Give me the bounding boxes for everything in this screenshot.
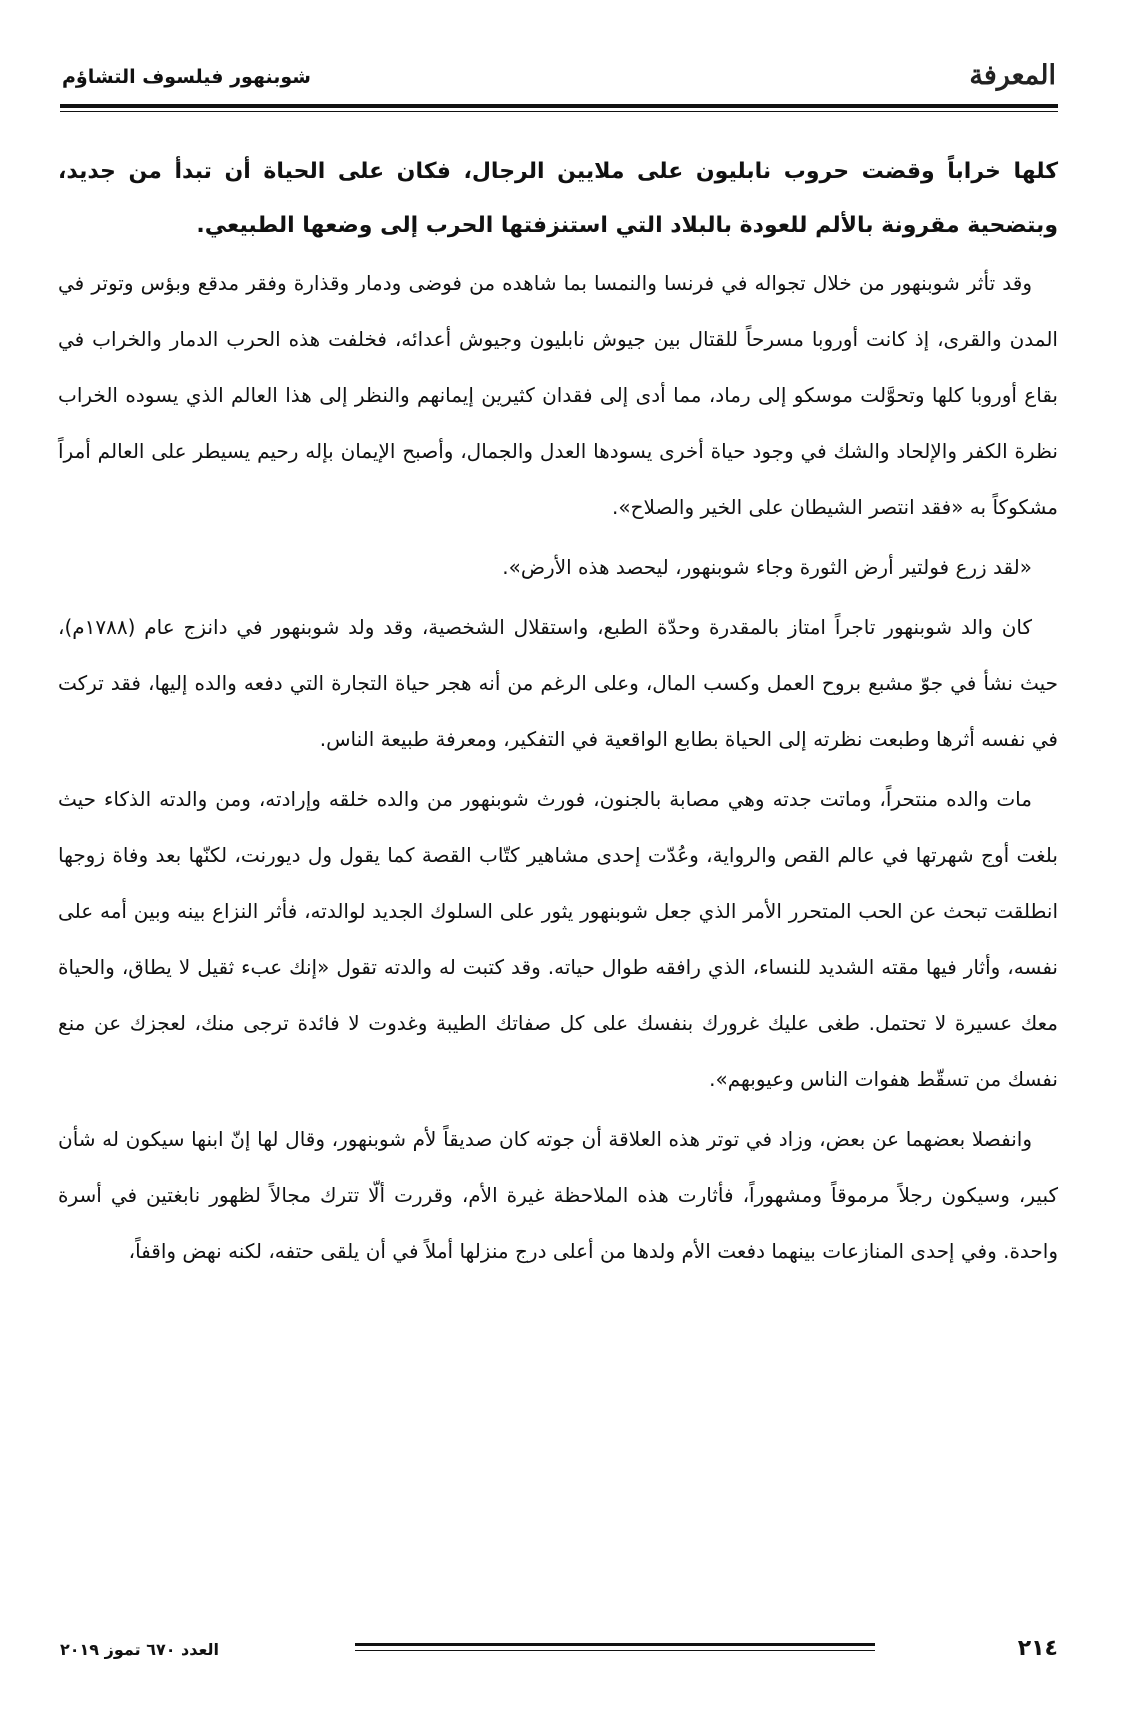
magazine-logo: المعرفة [969, 60, 1056, 91]
intro-paragraph: كلها خراباً وقضت حروب نابليون على ملايين الرجال، فكان على الحياة أن تبدأ من جديد، وبتضحية مقرونة بالألم للعودة بالبلاد التي استنزفتها الحرب إلى وضعها الطبيعي. [58, 159, 1058, 238]
running-header-title: شوبنهور فيلسوف التشاؤم [62, 66, 311, 88]
paragraph-1: وقد تأثر شوبنهور من خلال تجواله في فرنسا والنمسا بما شاهده من فوضى ودمار وقذارة وفقر مدقع وبؤس وتوتر في المدن والقرى، إذ كانت أوروبا مسرحاً للقتال بين جيوش نابليون وجيوش أعدائه، فخلفت هذه الحرب الدمار والخراب في بقاع أوروبا كلها وتحوَّلت موسكو إلى رماد، مما أدى إلى فقدان كثيرين إيمانهم والنظر إلى هذا العالم الذي يسوده الخراب نظرة الكفر والإلحاد والشك في وجود حياة أخرى يسودها العدل والجمال، وأصبح الإيمان بإله رحيم يسيطر على العالم أمراً مشكوكاً به «فقد انتصر الشيطان على الخير والصلاح». [58, 271, 1058, 519]
paragraph-4: وانفصلا بعضهما عن بعض، وزاد في توتر هذه العلاقة أن جوته كان صديقاً لأم شوبنهور، وقال لها إنّ ابنها سيكون له شأن كبير، وسيكون رجلاً مرموقاً ومشهوراً، فأثارت هذه الملاحظة غيرة الأم، وقررت ألّا تترك مجالاً لظهور نابغتين في أسرة واحدة. وفي إحدى المنازعات بينهما دفعت الأم ولدها من أعلى درج منزلها أملاً في أن يلقى حتفه، لكنه نهض واقفاً، [58, 1127, 1058, 1263]
header-rule-thin [60, 111, 1058, 112]
page-number: ٢١٤ [1017, 1636, 1058, 1661]
header-rule [60, 104, 1058, 108]
paragraph-3: مات والده منتحراً، وماتت جدته وهي مصابة بالجنون، فورث شوبنهور من والده خلقه وإرادته، ومن والدته الذكاء حيث بلغت أوج شهرتها في عالم القص والرواية، وعُدّت إحدى مشاهير كتّاب القصة كما يقول ول ديورنت، لكنّها بعد وفاة زوجها انطلقت تبحث عن الحب المتحرر الأمر الذي جعل شوبنهور يثور على السلوك الجديد لوالدته، فأثر النزاع بينه وبين أمه على نفسه، وأثار فيها مقته الشديد للنساء، الذي رافقه طوال حياته. وقد كتبت له والدته تقول «إنك عبء ثقيل لا يطاق، والحياة معك عسيرة لا تحتمل. طغى عليك غرورك بنفسك على كل صفاتك الطيبة وغدوت لا فائدة ترجى منك، لعجزك عن منع نفسك من تسقّط هفوات الناس وعيوبهم». [58, 787, 1058, 1091]
paragraph-2: كان والد شوبنهور تاجراً امتاز بالمقدرة وحدّة الطبع، واستقلال الشخصية، وقد ولد شوبنهور في دانزج عام (١٧٨٨م)، حيث نشأ في جوّ مشبع بروح العمل وكسب المال، وعلى الرغم من أنه هجر حياة التجارة التي دفعه والده إليها، فقد تركت في نفسه أثرها وطبعت نظرته إلى الحياة بطابع الواقعية في التفكير، ومعرفة طبيعة الناس. [58, 615, 1058, 751]
issue-info: العدد ٦٧٠ تموز ٢٠١٩ [60, 1640, 220, 1659]
footer-rule-thin [355, 1650, 875, 1651]
article-body [58, 145, 1058, 1283]
footer-rule [355, 1643, 875, 1646]
quote-paragraph: «لقد زرع فولتير أرض الثورة وجاء شوبنهور، ليحصد هذه الأرض». [502, 555, 1032, 579]
